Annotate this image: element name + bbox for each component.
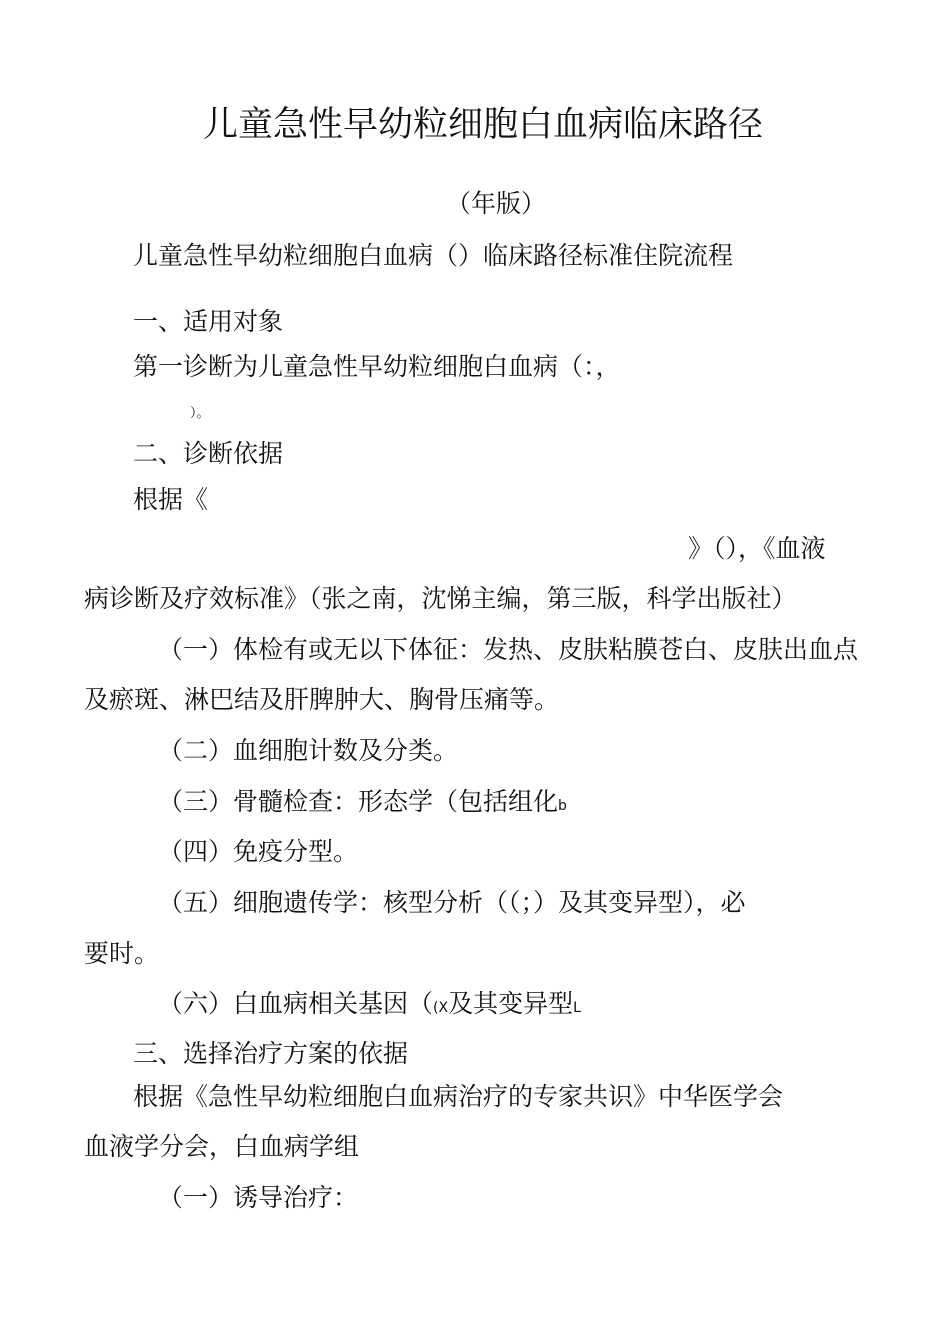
list-item-cytogenetics: （五）细胞遗传学：核型分析（（；）及其变异型），必	[158, 888, 746, 917]
paragraph-basis-end: 病诊断及疗效标准》（张之南，沈悌主编，第三版，科学出版社）	[84, 584, 797, 613]
list-item-immunophenotype: （四）免疫分型。	[158, 837, 359, 866]
section-heading-scope: 一、适用对象	[133, 307, 284, 336]
list-item-physical-exam-cont: 及瘀斑、淋巴结及肝脾肿大、胸骨压痛等。	[84, 685, 560, 714]
list-item-induction-therapy: （一）诱导治疗：	[158, 1183, 359, 1212]
document-title: 儿童急性早幼粒细胞白血病临床路径	[203, 105, 764, 145]
edition-label: （年版）	[446, 189, 547, 218]
section-heading-treatment-basis: 三、选择治疗方案的依据	[133, 1039, 409, 1068]
list-item-bone-marrow-text: （三）骨髓检查：形态学（包括组化	[158, 787, 559, 816]
paragraph-first-diagnosis: 第一诊断为儿童急性早幼粒细胞白血病（：，	[133, 352, 621, 381]
list-item-leukemia-genes	[158, 988, 581, 1024]
list-item-leukemia-genes-text: （六）白血病相关基因（	[158, 989, 434, 1018]
list-item-leukemia-genes-suffix: L	[573, 1000, 581, 1016]
list-item-bone-marrow	[158, 786, 567, 822]
list-item-leukemia-genes-mid: 及其变异型	[448, 989, 574, 1018]
paragraph-treatment-basis-cont: 血液学分会，白血病学组	[84, 1132, 360, 1161]
paragraph-treatment-basis: 根据《急性早幼粒细胞白血病治疗的专家共识》中华医学会	[133, 1082, 784, 1111]
list-item-blood-count: （二）血细胞计数及分类。	[158, 736, 459, 765]
paragraph-basis-continued: 》（），《血液	[688, 534, 826, 563]
list-item-leukemia-genes-mark: (X	[433, 1000, 449, 1016]
list-item-bone-marrow-suffix: b	[558, 798, 567, 814]
list-item-cytogenetics-cont: 要时。	[84, 939, 160, 968]
list-item-physical-exam: （一）体检有或无以下体征：发热、皮肤粘膜苍白、皮肤出血点	[158, 635, 859, 664]
section-heading-diagnosis: 二、诊断依据	[133, 439, 284, 468]
paragraph-first-diagnosis-end: ）。	[190, 406, 210, 421]
paragraph-basis-start: 根据《	[133, 485, 209, 514]
document-subtitle: 儿童急性早幼粒细胞白血病（）临床路径标准住院流程	[133, 241, 734, 270]
